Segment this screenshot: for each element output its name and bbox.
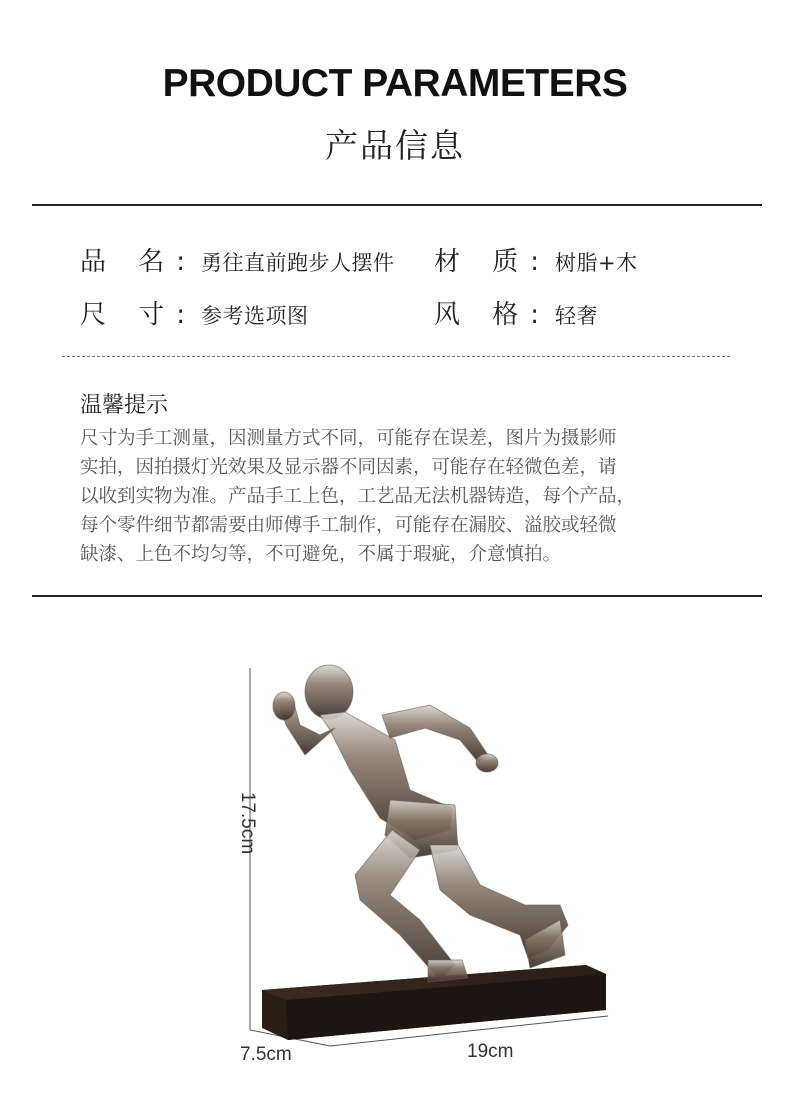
depth-label: 7.5cm: [240, 1044, 292, 1065]
title-english: PRODUCT PARAMETERS: [162, 62, 628, 105]
notice-line: 缺漆、上色不均匀等，不可避免，不属于瑕疵，介意慎拍。: [80, 544, 562, 565]
param-material-label: 材 质:: [434, 247, 552, 277]
height-label: 17.5cm: [237, 791, 259, 855]
param-name-value: 勇往直前跑步人摆件: [201, 251, 395, 275]
notice-title: 温馨提示: [80, 393, 169, 418]
running-figure: [273, 665, 568, 982]
param-size-label: 尺 寸:: [80, 300, 198, 330]
param-name-label: 品 名:: [80, 247, 198, 277]
param-style-label: 风 格:: [434, 300, 552, 330]
notice-line: 以收到实物为准。产品手工上色，工艺品无法机器铸造，每个产品，: [80, 486, 636, 507]
title-chinese: 产品信息: [325, 126, 465, 165]
param-style-value: 轻奢: [555, 304, 599, 328]
width-label: 19cm: [467, 1041, 514, 1062]
param-material-value: 树脂+木: [555, 251, 638, 275]
notice-line: 实拍，因拍摄灯光效果及显示器不同因素，可能存在轻微色差，请: [80, 457, 617, 478]
notice-line: 每个零件细节都需要由师傅手工制作，可能存在漏胶、溢胶或轻微: [80, 515, 617, 536]
notice-line: 尺寸为手工测量，因测量方式不同，可能存在误差，图片为摄影师: [80, 428, 617, 449]
param-size-value: 参考选项图: [201, 304, 309, 328]
